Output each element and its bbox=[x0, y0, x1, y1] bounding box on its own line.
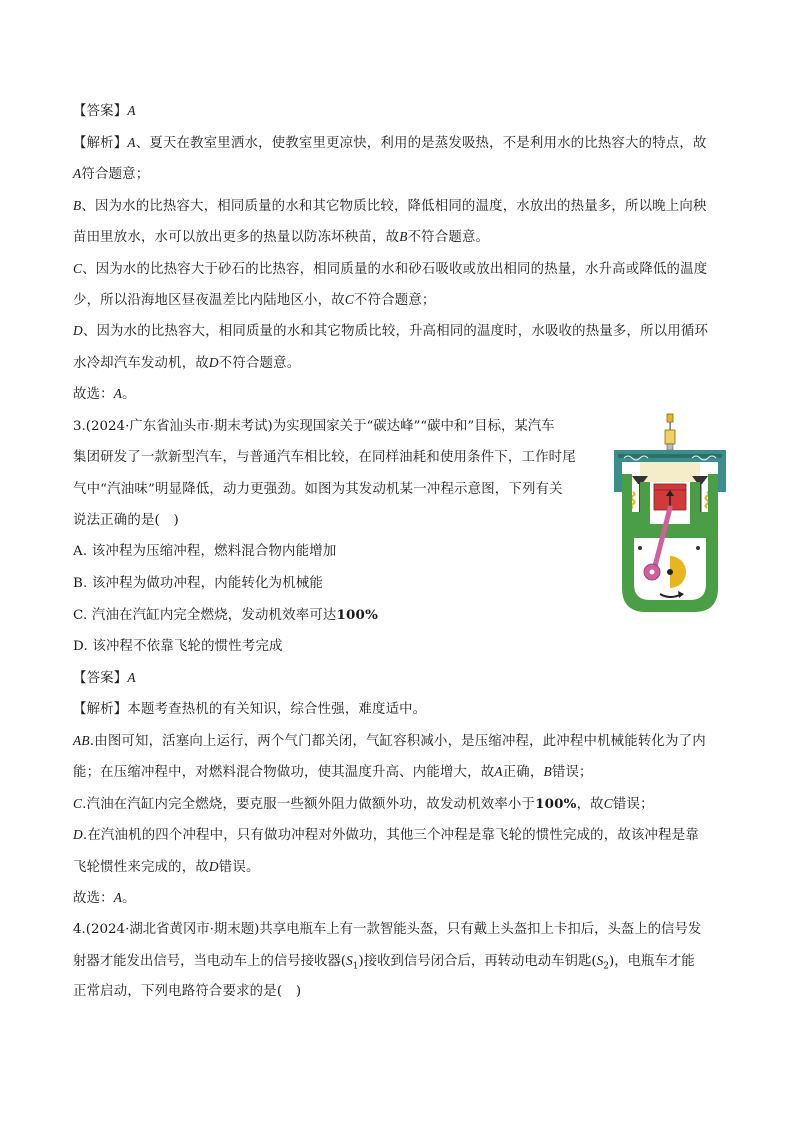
q3-analysis-ab-cont: 能；在压缩冲程中，对燃料混合物做功，使其温度升高、内能增大，故A正确，B错误； bbox=[73, 764, 593, 780]
q3-option-b: B. 该冲程为做功冲程，内能转化为机械能 bbox=[73, 576, 323, 591]
q2-analysis-a-cont: A符合题意； bbox=[73, 166, 150, 182]
q3-stem-line-3: 气中“汽油味”明显降低，动力更强劲。如图为其发动机某一冲程示意图，下列有关 bbox=[73, 482, 563, 497]
q3-analysis-intro: 【解析】本题考查热机的有关知识，综合性强，难度适中。 bbox=[73, 702, 427, 717]
q4-stem-line-1: 4.(2024·湖北省黄冈市·期末题)共享电瓶车上有一款智能头盔，只有戴上头盔扣上卡扣后，头盔上的信号发 bbox=[73, 922, 702, 937]
q2-analysis-d-cont: 水冷却汽车发动机，故D不符合题意。 bbox=[73, 355, 301, 371]
q3-analysis-ab: AB.由图可知，活塞向上运行，两个气门都关闭，气缸容积减小，是压缩冲程，此冲程中机械能转化为了内 bbox=[73, 733, 706, 749]
q3-option-c: C. 汽油在汽缸内完全燃烧，发动机效率可达100% bbox=[73, 607, 378, 623]
combustion-chamber bbox=[640, 462, 700, 482]
q3-stem-line-1: 3.(2024·广东省汕头市·期末考试)为实现国家关于“碳达峰”“碳中和”目标，某汽车 bbox=[73, 419, 555, 434]
q3-option-d: D. 该冲程不依靠飞轮的惯性考完成 bbox=[73, 639, 283, 654]
q3-analysis-c: C.汽油在汽缸内完全燃烧，要克服一些额外阻力做额外功，故发动机效率小于100%，故C错误； bbox=[73, 796, 654, 812]
engine-stroke-diagram bbox=[610, 412, 730, 614]
q3-analysis-d-cont: 飞轮惯性来完成的，故D错误。 bbox=[73, 859, 260, 875]
q2-choice: 故选：A。 bbox=[73, 386, 136, 402]
q2-analysis-c: C、因为水的比热容大于砂石的比热容，相同质量的水和砂石吸收或放出相同的热量，水升高或降低的温度 bbox=[73, 261, 708, 277]
q3-answer: 【答案】A bbox=[73, 670, 136, 686]
q3-choice: 故选：A。 bbox=[73, 890, 136, 906]
q2-analysis-d: D、因为水的比热容大，相同质量的水和其它物质比较，升高相同的温度时，水吸收的热量多，所以用循环 bbox=[73, 323, 709, 339]
q4-stem-line-3: 正常启动，下列电路符合要求的是( ) bbox=[73, 984, 302, 999]
q2-analysis-a: 【解析】A、夏天在教室里洒水，使教室里更凉快，利用的是蒸发吸热，不是利用水的比热容大的特点，故 bbox=[73, 135, 707, 151]
q2-answer: 【答案】A bbox=[73, 103, 136, 119]
q2-analysis-b-cont: 苗田里放水，水可以放出更多的热量以防冻坏秧苗，故B不符合题意。 bbox=[73, 229, 490, 245]
q2-analysis-c-cont: 少，所以沿海地区昼夜温差比内陆地区小，故C不符合题意； bbox=[73, 292, 436, 308]
q3-analysis-d: D.在汽油机的四个冲程中，只有做功冲程对外做功，其他三个冲程是靠飞轮的惯性完成的，故该冲程是靠 bbox=[73, 827, 699, 843]
q2-analysis-b: B、因为水的比热容大，相同质量的水和其它物质比较，降低相同的温度，水放出的热量多，所以晚上向秧 bbox=[73, 198, 707, 214]
spark-plug-icon bbox=[665, 414, 675, 450]
q4-stem-line-2: 射器才能发出信号，当电动车上的信号接收器$(S_1)$接收到信号闭合后，再转动电动车钥匙$(S_2)$，电瓶车才能 bbox=[73, 953, 695, 972]
q3-stem-line-2: 集团研发了一款新型汽车，与普通汽车相比较，在同样油耗和使用条件下，工作时尾 bbox=[73, 450, 576, 465]
q3-stem-line-4: 说法正确的是( ) bbox=[73, 513, 179, 528]
q3-option-a: A. 该冲程为压缩冲程，燃料混合物内能增加 bbox=[73, 544, 337, 559]
